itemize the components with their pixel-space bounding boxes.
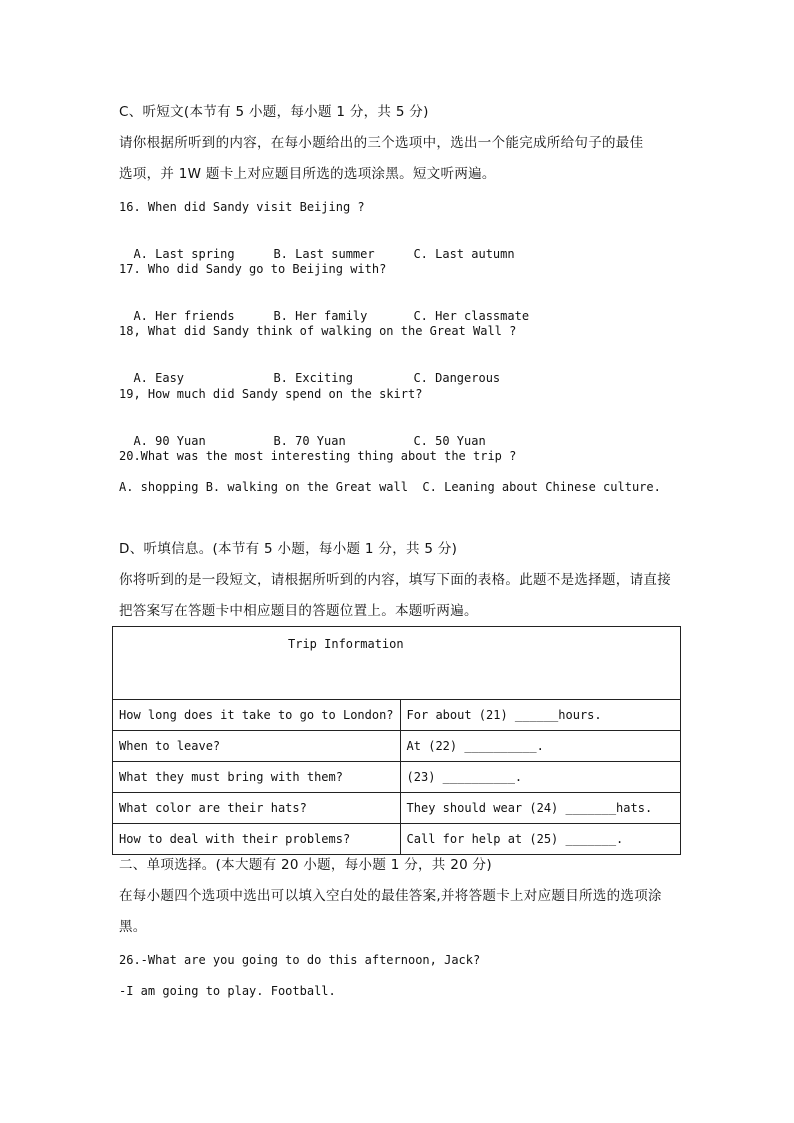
question-20-options: A. shopping B. walking on the Great wall C. Leaning about Chinese culture. bbox=[119, 480, 661, 494]
option-b: B. Her family bbox=[273, 309, 368, 323]
table-cell-question: How long does it take to go to London? bbox=[113, 700, 401, 731]
question-19: 19, How much did Sandy spend on the skirt? bbox=[119, 387, 423, 401]
question-16: 16. When did Sandy visit Beijing ? bbox=[119, 200, 365, 214]
option-c: C. Dangerous bbox=[413, 371, 501, 385]
question-26-answer: -I am going to play. Football. bbox=[119, 984, 336, 998]
table-row bbox=[113, 731, 681, 762]
option-a: A. 90 Yuan bbox=[133, 434, 206, 448]
question-18-options bbox=[119, 354, 500, 386]
table-cell-question: When to leave? bbox=[113, 731, 401, 762]
part-2-instruction-1: 在每小题四个选项中选出可以填入空白处的最佳答案,并将答题卡上对应题目所选的选项涂 bbox=[119, 888, 662, 904]
table-cell-question: What color are their hats? bbox=[113, 793, 401, 824]
option-c: C. 50 Yuan bbox=[413, 434, 486, 448]
section-d-instruction-1: 你将听到的是一段短文，请根据所听到的内容，填写下面的表格。此题不是选择题，请直接 bbox=[119, 572, 671, 588]
table-cell-answer: For about (21) ______hours. bbox=[400, 700, 680, 731]
question-16-options bbox=[119, 230, 515, 262]
table-cell-answer: (23) __________. bbox=[400, 762, 680, 793]
option-b: B. Last summer bbox=[273, 247, 375, 261]
section-c-instruction-1: 请你根据所听到的内容，在每小题给出的三个选项中，选出一个能完成所给句子的最佳 bbox=[119, 135, 644, 151]
question-19-options bbox=[119, 417, 486, 449]
part-2-instruction-2: 黑。 bbox=[119, 919, 147, 935]
table-cell-question: What they must bring with them? bbox=[113, 762, 401, 793]
part-2-heading: 二、单项选择。(本大题有 20 小题，每小题 1 分，共 20 分) bbox=[119, 857, 492, 873]
table-cell-answer: They should wear (24) _______hats. bbox=[400, 793, 680, 824]
option-a: A. Last spring bbox=[133, 247, 235, 261]
option-c: C. Her classmate bbox=[413, 309, 530, 323]
table-row bbox=[113, 700, 681, 731]
question-18: 18, What did Sandy think of walking on the Great Wall ? bbox=[119, 324, 517, 338]
option-a: A. Her friends bbox=[133, 309, 235, 323]
option-c: C. Last autumn bbox=[413, 247, 515, 261]
table-cell-answer: At (22) __________. bbox=[400, 731, 680, 762]
question-20: 20.What was the most interesting thing about the trip ? bbox=[119, 449, 517, 463]
question-17-options bbox=[119, 292, 529, 324]
option-b: B. 70 Yuan bbox=[273, 434, 346, 448]
table-row bbox=[113, 793, 681, 824]
table-cell-question: How to deal with their problems? bbox=[113, 824, 401, 855]
table-title: Trip Information bbox=[113, 627, 681, 700]
table-cell-answer: Call for help at (25) _______. bbox=[400, 824, 680, 855]
table-row bbox=[113, 762, 681, 793]
section-d-instruction-2: 把答案写在答题卡中相应题目的答题位置上。本题听两遍。 bbox=[119, 603, 478, 619]
trip-information-table bbox=[112, 626, 681, 855]
option-a: A. Easy bbox=[133, 371, 185, 385]
question-26: 26.-What are you going to do this afternoon, Jack? bbox=[119, 953, 481, 967]
section-c-instruction-2: 选项，并 1W 题卡上对应题目所选的选项涂黑。短文听两遍。 bbox=[119, 166, 496, 182]
section-c-heading: C、听短文(本节有 5 小题，每小题 1 分，共 5 分) bbox=[119, 104, 429, 120]
question-17: 17. Who did Sandy go to Beijing with? bbox=[119, 262, 387, 276]
table-row bbox=[113, 824, 681, 855]
option-b: B. Exciting bbox=[273, 371, 353, 385]
table-header-row bbox=[113, 627, 681, 700]
section-d-heading: D、听填信息。(本节有 5 小题，每小题 1 分，共 5 分) bbox=[119, 541, 458, 557]
